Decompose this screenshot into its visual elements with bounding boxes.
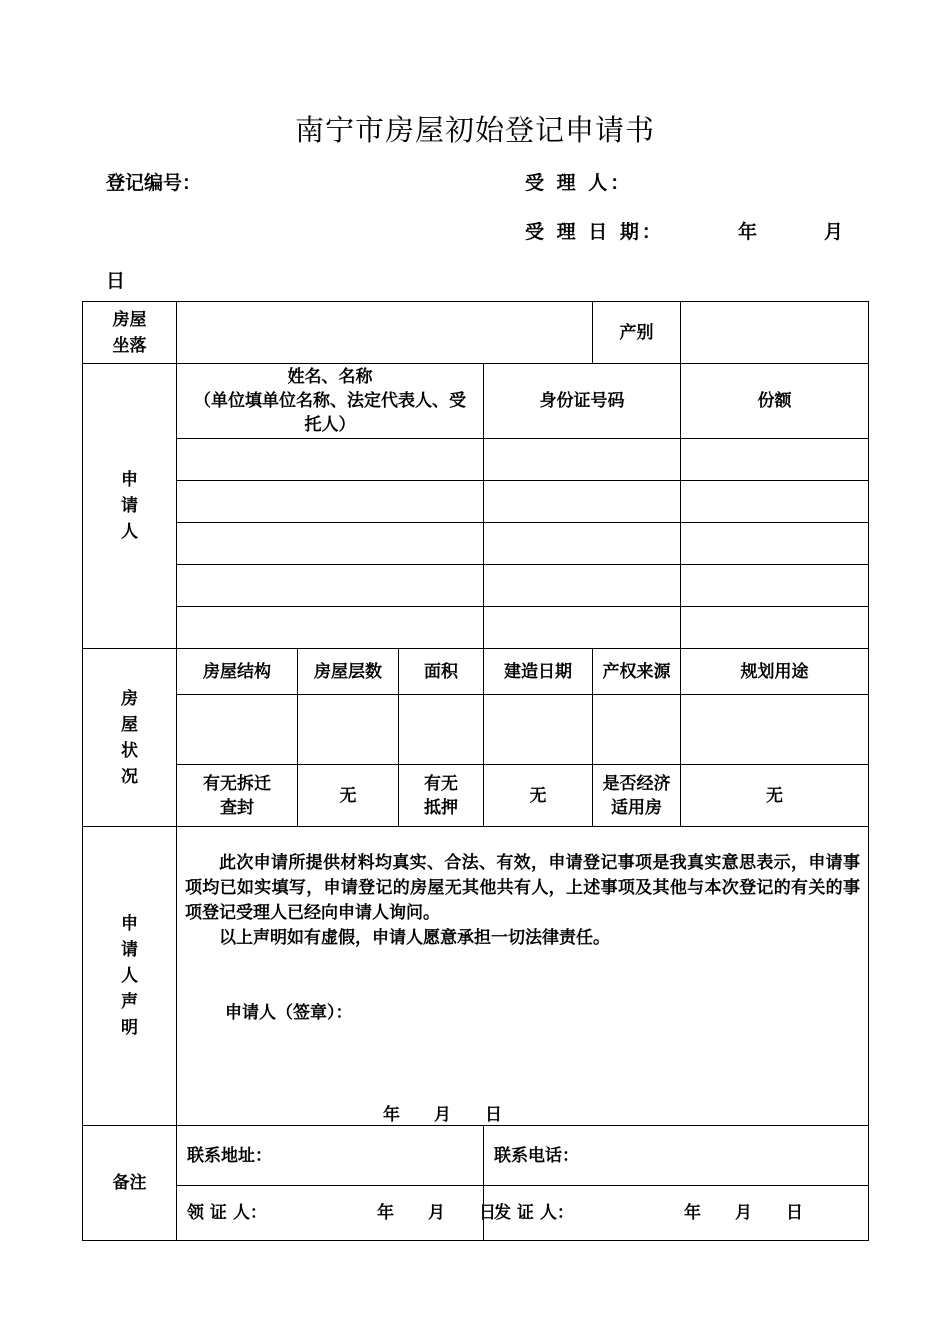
declaration-section-label: 申请人声明 — [121, 914, 138, 1038]
mortgage-value: 无 — [484, 765, 593, 827]
house-col-floors: 房屋层数 — [298, 649, 399, 695]
issuer-label: 发 证 人： — [494, 1203, 574, 1223]
declaration-section-label-cell — [83, 827, 177, 1126]
contact-phone-label: 联系电话： — [484, 1126, 869, 1186]
accept-date-month: 月 — [824, 221, 844, 243]
declaration-date: 年 月 日 — [383, 1105, 502, 1125]
house-col-build-date: 建造日期 — [484, 649, 593, 695]
house-col-ownership-source: 产权来源 — [593, 649, 681, 695]
applicant-id-cell[interactable] — [484, 565, 681, 607]
applicant-share-cell[interactable] — [681, 607, 869, 649]
applicant-name-header — [177, 364, 484, 439]
applicant-share-cell[interactable] — [681, 481, 869, 523]
applicant-section-label-cell — [83, 364, 177, 649]
accept-date-year: 年 — [738, 221, 758, 243]
applicant-share-cell[interactable] — [681, 523, 869, 565]
accept-date-day: 日 — [106, 270, 126, 292]
handler-label: 受 理 人： — [525, 172, 633, 194]
house-area-cell[interactable] — [399, 695, 484, 765]
mortgage-label: 有无抵押 — [423, 773, 458, 818]
house-section-label-cell — [83, 649, 177, 827]
applicant-name-cell[interactable] — [177, 439, 484, 481]
house-ownership-source-cell[interactable] — [593, 695, 681, 765]
applicant-share-cell[interactable] — [681, 439, 869, 481]
house-planned-use-cell[interactable] — [681, 695, 869, 765]
house-section-label: 房屋状况 — [121, 688, 138, 787]
property-type-label: 产别 — [593, 302, 681, 364]
demolition-label-cell — [177, 765, 298, 827]
demolition-label: 有无拆迁查封 — [202, 773, 271, 818]
applicant-name-cell[interactable] — [177, 523, 484, 565]
affordable-label-cell — [593, 765, 681, 827]
declaration-content-cell — [177, 827, 869, 1126]
applicant-id-cell[interactable] — [484, 523, 681, 565]
house-structure-cell[interactable] — [177, 695, 298, 765]
applicant-id-cell[interactable] — [484, 439, 681, 481]
document-title: 南宁市房屋初始登记申请书 — [294, 113, 655, 147]
location-label-cell — [83, 302, 177, 364]
applicant-id-cell[interactable] — [484, 607, 681, 649]
receiver-cell — [177, 1186, 496, 1241]
house-build-date-cell[interactable] — [484, 695, 593, 765]
declaration-paragraph-1: 此次申请所提供材料均真实、合法、有效，申请登记事项是我真实意思表示，申请事项均已如实填写，申请登记的房屋无其他共有人，上述事项及其他与本次登记的有关的事项登记受理人已经向申请人询问。 — [185, 853, 860, 923]
affordable-label: 是否经济适用房 — [602, 773, 671, 818]
applicant-name-cell[interactable] — [177, 565, 484, 607]
applicant-id-cell[interactable] — [484, 481, 681, 523]
application-form-table — [82, 301, 869, 1241]
receiver-date: 年 月 日 — [377, 1203, 496, 1223]
mortgage-label-cell — [399, 765, 484, 827]
demolition-value: 无 — [298, 765, 399, 827]
issuer-cell — [484, 1186, 869, 1241]
applicant-name-title: 姓名、名称 — [287, 367, 373, 387]
applicant-signature-label: 申请人（签章）： — [225, 1003, 353, 1023]
location-label: 房屋坐落 — [112, 309, 147, 356]
applicant-name-cell[interactable] — [177, 481, 484, 523]
registration-number-label: 登记编号： — [106, 172, 202, 194]
house-col-structure: 房屋结构 — [177, 649, 298, 695]
contact-address-label: 联系地址： — [177, 1126, 484, 1186]
declaration-paragraph-2: 以上声明如有虚假，申请人愿意承担一切法律责任。 — [219, 928, 610, 948]
location-value-cell[interactable] — [177, 302, 593, 364]
applicant-share-cell[interactable] — [681, 565, 869, 607]
remarks-label: 备注 — [83, 1126, 177, 1241]
house-col-area: 面积 — [399, 649, 484, 695]
applicant-section-label: 申请人 — [121, 470, 138, 542]
applicant-name-note: （单位填单位名称、法定代表人、受托人） — [194, 391, 466, 435]
affordable-value: 无 — [681, 765, 869, 827]
applicant-id-header: 身份证号码 — [484, 364, 681, 439]
issuer-date: 年 月 日 — [684, 1203, 803, 1223]
property-type-value-cell[interactable] — [681, 302, 869, 364]
house-floors-cell[interactable] — [298, 695, 399, 765]
applicant-name-cell[interactable] — [177, 607, 484, 649]
applicant-share-header: 份额 — [681, 364, 869, 439]
accept-date-label: 受 理 日 期： — [525, 221, 664, 243]
house-col-planned-use: 规划用途 — [681, 649, 869, 695]
receiver-label: 领 证 人： — [187, 1203, 267, 1223]
